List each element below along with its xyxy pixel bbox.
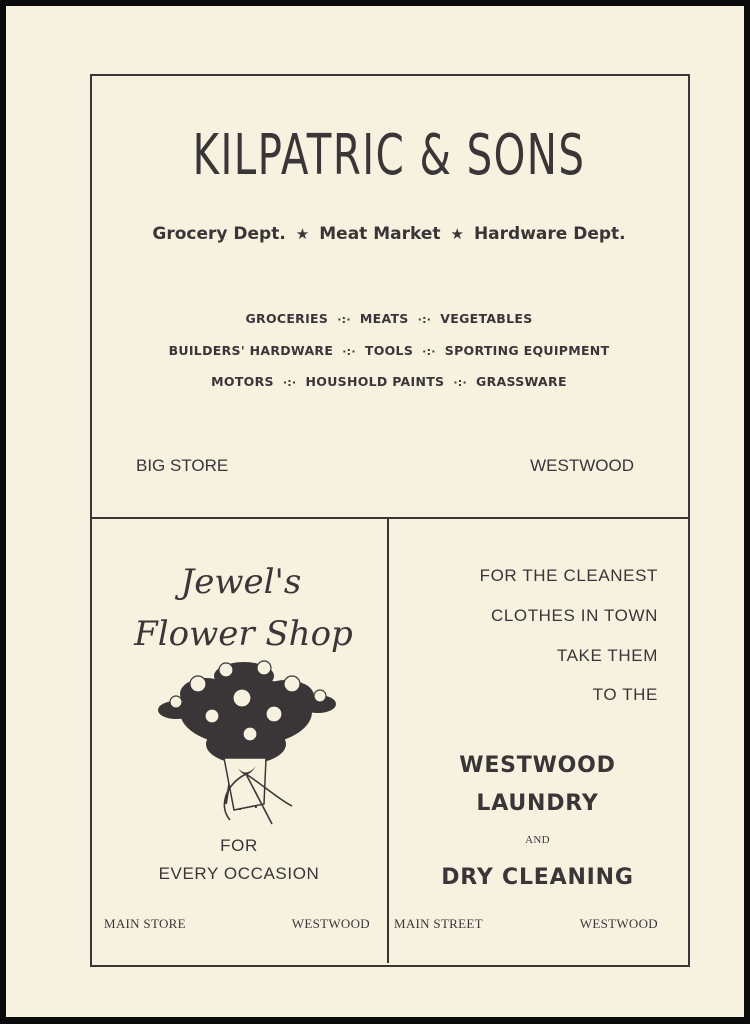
laundry-slogan-line1: FOR THE CLEANEST [479, 566, 658, 585]
laundry-location-right: WESTWOOD [579, 916, 658, 931]
kilpatric-title: KILPATRIC & SONS [192, 123, 586, 188]
laundry-name-line2: LAUNDRY [476, 791, 599, 816]
goods-item: TOOLS [364, 343, 414, 358]
goods-item: MEATS [359, 311, 409, 326]
flower-shop-name-line2: Flower Shop [134, 614, 353, 654]
flower-shop-location-left: MAIN STORE [104, 916, 186, 931]
kilpatric-location-left: BIG STORE [136, 456, 229, 475]
goods-line-2 [90, 342, 688, 361]
flower-shop-tagline-line2: EVERY OCCASION [158, 864, 320, 883]
dotted-separator-icon: ·:· [453, 376, 468, 389]
star-icon: ★ [450, 225, 464, 243]
kilpatric-location-right: WESTWOOD [530, 456, 634, 475]
horizontal-divider [90, 517, 688, 519]
goods-item: SPORTING EQUIPMENT [444, 343, 610, 358]
goods-item: GRASSWARE [476, 374, 567, 389]
dotted-separator-icon: ·:· [417, 313, 432, 326]
flower-shop-location-right: WESTWOOD [291, 916, 370, 931]
department-hardware: Hardware Dept. [473, 224, 626, 244]
laundry-location-left: MAIN STREET [394, 916, 483, 931]
dotted-separator-icon: ·:· [422, 345, 436, 358]
dotted-separator-icon: ·:· [337, 313, 351, 326]
flower-shop-name-line1: Jewel's [180, 562, 302, 602]
goods-line-1 [90, 310, 688, 329]
department-meat: Meat Market [319, 224, 441, 244]
laundry-slogan-line2: CLOTHES IN TOWN [490, 606, 658, 625]
goods-line-3 [90, 373, 688, 392]
kilpatric-departments [90, 222, 688, 246]
laundry-slogan-line4: TO THE [592, 685, 658, 704]
page [6, 6, 744, 1017]
department-grocery: Grocery Dept. [152, 224, 286, 244]
laundry-connector: AND [525, 834, 550, 846]
dotted-separator-icon: ·:· [342, 345, 356, 358]
goods-item: HOUSHOLD PAINTS [305, 374, 445, 389]
vertical-divider [387, 519, 389, 963]
laundry-name-line1: WESTWOOD [459, 753, 616, 778]
goods-item: GROCERIES [245, 311, 329, 326]
flower-shop-tagline-line1: FOR [220, 836, 258, 855]
dotted-separator-icon: ·:· [282, 376, 297, 389]
laundry-slogan-line3: TAKE THEM [556, 646, 658, 665]
star-icon: ★ [295, 225, 310, 243]
goods-item: VEGETABLES [440, 311, 533, 326]
goods-item: MOTORS [211, 374, 274, 389]
flower-bouquet-icon [146, 654, 346, 830]
goods-item: BUILDERS' HARDWARE [168, 343, 334, 358]
laundry-name-line3: DRY CLEANING [441, 865, 634, 890]
